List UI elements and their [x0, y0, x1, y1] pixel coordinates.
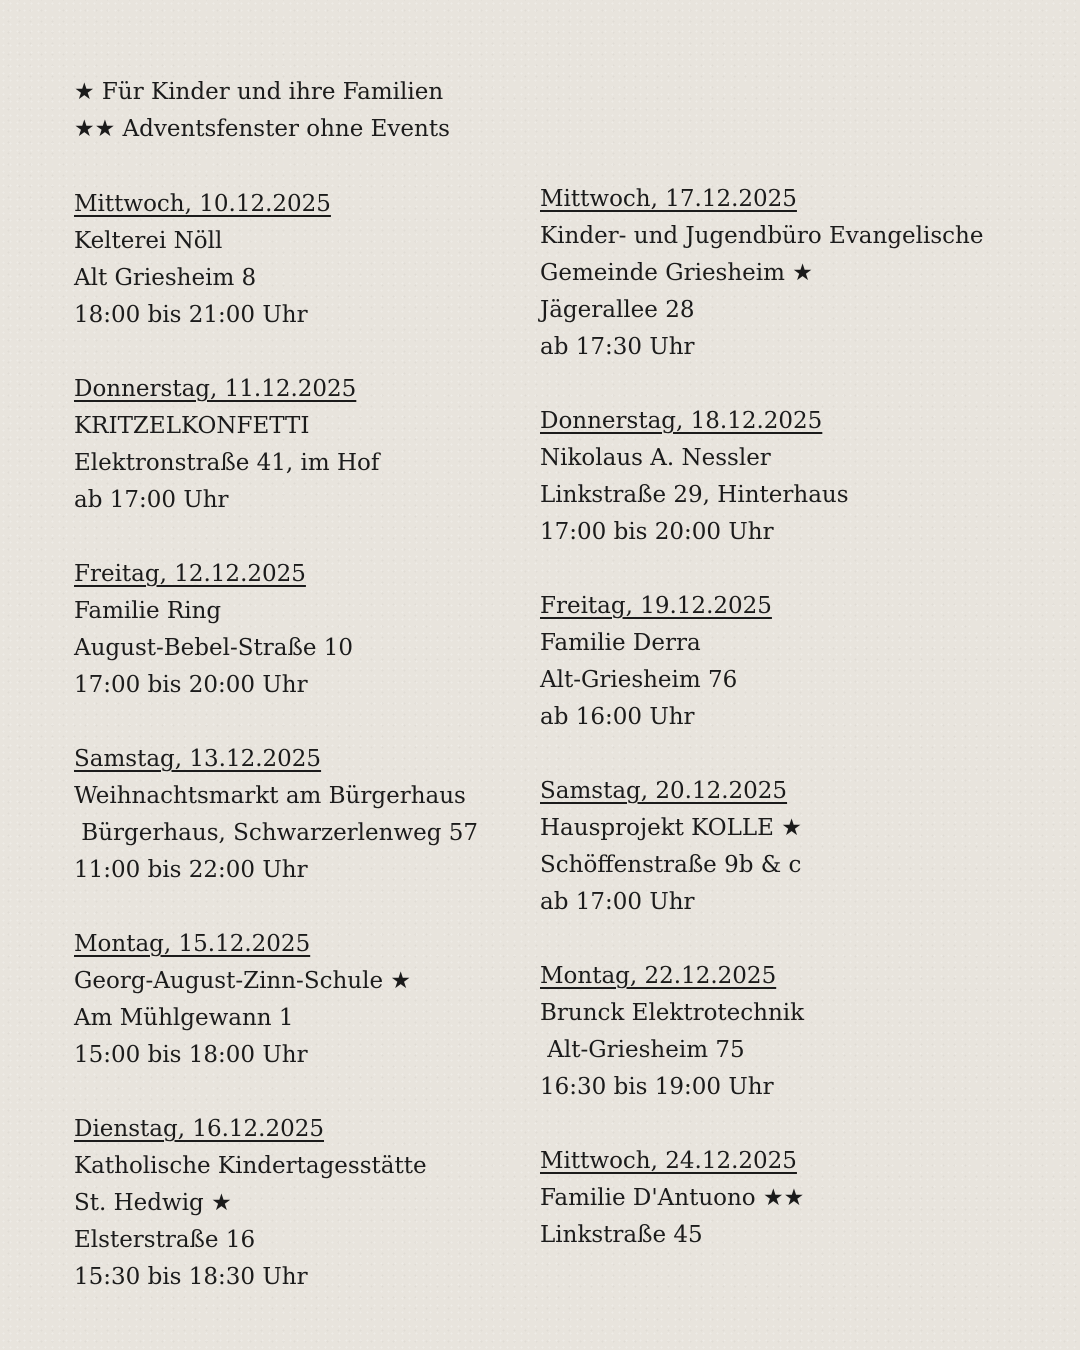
event-detail: Gemeinde Griesheim ★: [540, 260, 813, 286]
event-entry: [540, 403, 1010, 551]
event-detail: ab 17:00 Uhr: [74, 487, 229, 513]
event-host: Familie D'Antuono ★★: [540, 1185, 805, 1211]
event-date: Dienstag, 16.12.2025: [74, 1116, 325, 1142]
left-column: [74, 186, 544, 1333]
event-entry: [74, 926, 544, 1074]
event-entry: [540, 773, 1010, 921]
event-detail: Jägerallee 28: [540, 297, 695, 323]
event-date: Montag, 15.12.2025: [74, 931, 311, 957]
event-detail: St. Hedwig ★: [74, 1190, 232, 1216]
event-date: Mittwoch, 10.12.2025: [74, 191, 331, 217]
event-detail: ab 17:30 Uhr: [540, 334, 695, 360]
event-date: Freitag, 12.12.2025: [74, 561, 306, 587]
event-detail: Elektronstraße 41, im Hof: [74, 450, 380, 476]
event-detail: Alt-Griesheim 75: [540, 1037, 745, 1063]
event-entry: [74, 371, 544, 519]
event-host: Hausprojekt KOLLE ★: [540, 815, 802, 841]
event-entry: [540, 958, 1010, 1106]
event-entry: [74, 741, 544, 889]
event-detail: Linkstraße 45: [540, 1222, 703, 1248]
event-host: Katholische Kindertagesstätte: [74, 1153, 427, 1179]
event-host: Weihnachtsmarkt am Bürgerhaus: [74, 783, 466, 809]
event-detail: 17:00 bis 20:00 Uhr: [74, 672, 308, 698]
event-host: Georg-August-Zinn-Schule ★: [74, 968, 411, 994]
event-host: Familie Derra: [540, 630, 701, 656]
event-detail: Elsterstraße 16: [74, 1227, 256, 1253]
event-entry: [540, 588, 1010, 736]
event-detail: 15:00 bis 18:00 Uhr: [74, 1042, 308, 1068]
event-host: Kelterei Nöll: [74, 228, 223, 254]
legend-window-no-events: ★★ Adventsfenster ohne Events: [74, 116, 450, 142]
event-detail: ab 17:00 Uhr: [540, 889, 695, 915]
event-detail: Alt-Griesheim 76: [540, 667, 738, 693]
event-date: Mittwoch, 24.12.2025: [540, 1148, 797, 1174]
event-entry: [74, 186, 544, 334]
event-detail: Am Mühlgewann 1: [74, 1005, 294, 1031]
event-detail: Schöffenstraße 9b & c: [540, 852, 802, 878]
event-entry: [540, 1143, 1010, 1254]
legend-kids-families: ★ Für Kinder und ihre Familien: [74, 79, 444, 105]
event-date: Montag, 22.12.2025: [540, 963, 777, 989]
event-detail: 16:30 bis 19:00 Uhr: [540, 1074, 774, 1100]
event-date: Samstag, 20.12.2025: [540, 778, 788, 804]
event-date: Freitag, 19.12.2025: [540, 593, 772, 619]
event-date: Donnerstag, 18.12.2025: [540, 408, 823, 434]
event-detail: 15:30 bis 18:30 Uhr: [74, 1264, 308, 1290]
right-column: [540, 181, 1010, 1291]
event-host: Familie Ring: [74, 598, 222, 624]
event-host: Nikolaus A. Nessler: [540, 445, 771, 471]
event-date: Samstag, 13.12.2025: [74, 746, 322, 772]
event-detail: 11:00 bis 22:00 Uhr: [74, 857, 308, 883]
event-host: Brunck Elektrotechnik: [540, 1000, 805, 1026]
event-host: Kinder- und Jugendbüro Evangelische: [540, 223, 984, 249]
event-host: KRITZELKONFETTI: [74, 413, 310, 439]
event-entry: [74, 556, 544, 704]
event-date: Mittwoch, 17.12.2025: [540, 186, 797, 212]
event-entry: [540, 181, 1010, 366]
event-detail: ab 16:00 Uhr: [540, 704, 695, 730]
event-entry: [74, 1111, 544, 1296]
event-detail: 18:00 bis 21:00 Uhr: [74, 302, 308, 328]
event-detail: Bürgerhaus, Schwarzerlenweg 57: [74, 820, 479, 846]
event-detail: Linkstraße 29, Hinterhaus: [540, 482, 849, 508]
event-detail: Alt Griesheim 8: [74, 265, 257, 291]
event-detail: August-Bebel-Straße 10: [74, 635, 354, 661]
legend: [74, 74, 450, 148]
event-date: Donnerstag, 11.12.2025: [74, 376, 357, 402]
event-detail: 17:00 bis 20:00 Uhr: [540, 519, 774, 545]
